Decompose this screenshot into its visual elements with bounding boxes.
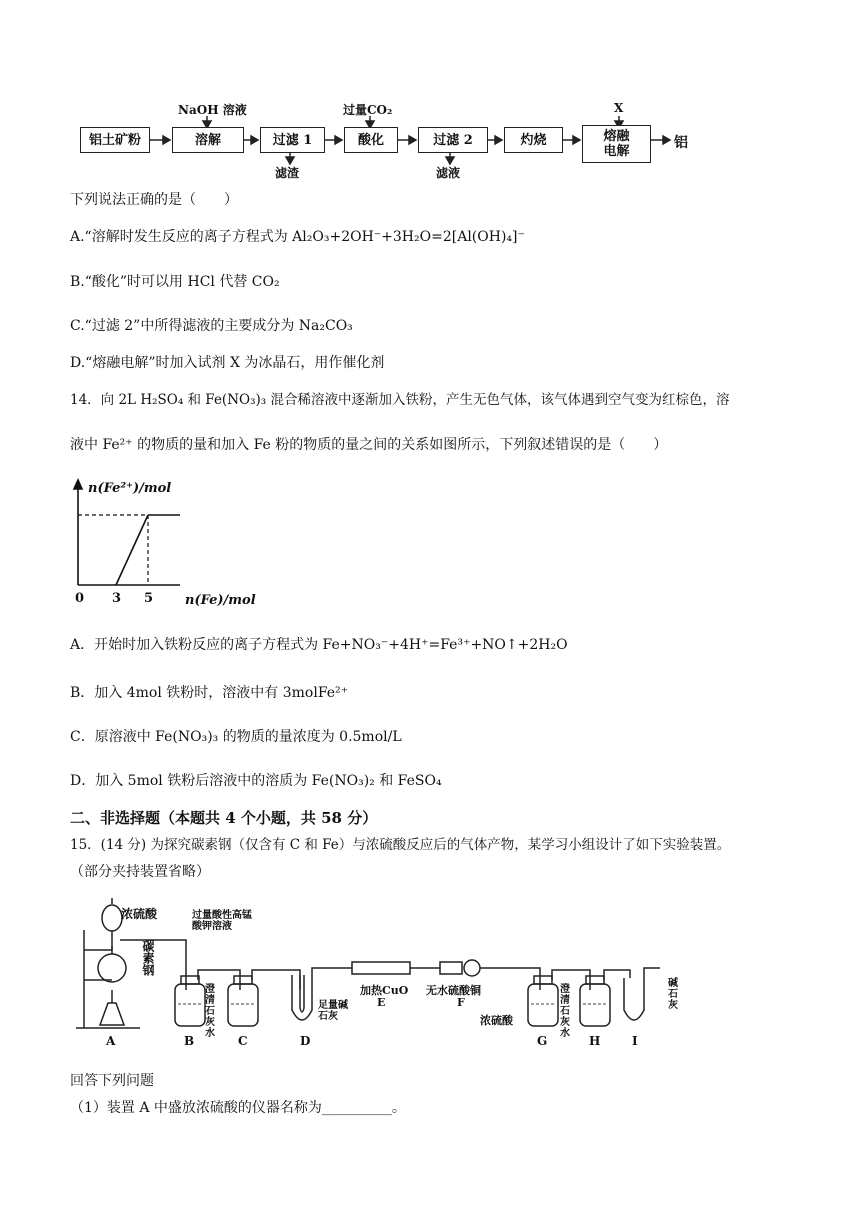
apparatus-label-carbon-steel: 碳素钢 [141,940,155,976]
q14-graph-origin: 0 [75,591,85,606]
apparatus-label-soda-lime-i: 碱石灰 [668,978,678,1011]
flow-box-calcine: 灼烧 [504,127,563,153]
q14-graph-tick-3: 3 [112,591,122,606]
q14-graph-ylabel: n(Fe²⁺)/mol [88,481,172,496]
flow-product: 铝 [674,135,688,151]
apparatus-label-limewater-h: 澄清石灰水 [560,984,570,1039]
apparatus-label-soda-lime-d: 足量碱石灰 [318,1000,348,1022]
flow-box-dissolve: 溶解 [172,127,244,153]
apparatus-letter-b: B [184,1034,195,1048]
q14-graph-xlabel: n(Fe)/mol [185,593,256,608]
q14-option-d: D．加入 5mol 铁粉后溶液中的溶质为 Fe(NO₃)₂ 和 FeSO₄ [70,773,442,789]
q14-option-c: C．原溶液中 Fe(NO₃)₃ 的物质的量浓度为 0.5mol/L [70,729,402,745]
flow-output-filtrate: 滤液 [436,166,461,180]
apparatus-letter-f: F [457,996,465,1009]
q15-stem-line1: 15．(14 分) 为探究碳素钢（仅含有 C 和 Fe）与浓硫酸反应后的气体产物，某学习小组设计了如下实验装置。 [70,837,731,853]
q14-option-a: A．开始时加入铁粉反应的离子方程式为 Fe+NO₃⁻+4H⁺=Fe³⁺+NO↑+2H₂O [70,637,568,653]
flow-output-residue: 滤渣 [275,166,300,180]
apparatus-label-cuso4: 无水硫酸铜 [426,984,481,997]
flow-reagent-x: X [614,101,624,115]
flow-box-electrolysis: 熔融 电解 [582,125,651,163]
apparatus-letter-i: I [632,1034,638,1048]
apparatus-letter-d: D [300,1034,311,1048]
q15-answer-intro: 回答下列问题 [70,1073,154,1089]
q13-option-a: A.“溶解时发生反应的离子方程式为 Al₂O₃+2OH⁻+3H₂O=2[Al(OH)₄]⁻ [70,229,525,245]
q14-option-b: B．加入 4mol 铁粉时，溶液中有 3molFe²⁺ [70,685,349,701]
apparatus-letter-e: E [377,996,386,1009]
flow-box-filter2: 过滤 2 [418,127,488,153]
apparatus-letter-g: G [537,1034,548,1048]
flow-box-acidify: 酸化 [344,127,398,153]
flow-box-ore: 铝土矿粉 [80,127,150,153]
q15-sub1: （1）装置 A 中盛放浓硫酸的仪器名称为__________。 [70,1100,406,1116]
flow-reagent-naoh: NaOH 溶液 [178,103,247,117]
apparatus-letter-c: C [238,1034,248,1048]
flow-box-filter1: 过滤 1 [260,127,325,153]
apparatus-label-limewater-c: 澄清石灰水 [205,984,215,1039]
apparatus-label-conc-h2so4-g: 浓硫酸 [480,1014,513,1027]
q14-graph-tick-5: 5 [144,591,154,606]
q14-stem-line1: 14．向 2L H₂SO₄ 和 Fe(NO₃)₃ 混合稀溶液中逐渐加入铁粉，产生无色气体，该气体遇到空气变为红棕色，溶 [70,392,730,408]
apparatus-label-conc-h2so4: 浓硫酸 [121,907,158,921]
q13-option-d: D.“熔融电解”时加入试剂 X 为冰晶石，用作催化剂 [70,355,385,371]
apparatus-label-kmno4: 过量酸性高锰酸钾溶液 [192,910,252,932]
apparatus-letter-h: H [589,1034,601,1048]
q13-stem: 下列说法正确的是（ ） [70,192,238,208]
q13-option-c: C.“过滤 2”中所得滤液的主要成分为 Na₂CO₃ [70,318,353,334]
q13-option-b: B.“酸化”时可以用 HCl 代替 CO₂ [70,274,280,290]
flow-reagent-co2: 过量CO₂ [343,103,393,117]
apparatus-letter-a: A [106,1034,116,1048]
apparatus-label-cuo: 加热CuO [360,984,409,997]
section-heading: 二、非选择题（本题共 4 个小题，共 58 分） [70,809,378,827]
q14-stem-line2: 液中 Fe²⁺ 的物质的量和加入 Fe 粉的物质的量之间的关系如图所示，下列叙述错误的是（ ） [70,437,668,453]
q15-stem-line2: （部分夹持装置省略） [70,864,210,880]
